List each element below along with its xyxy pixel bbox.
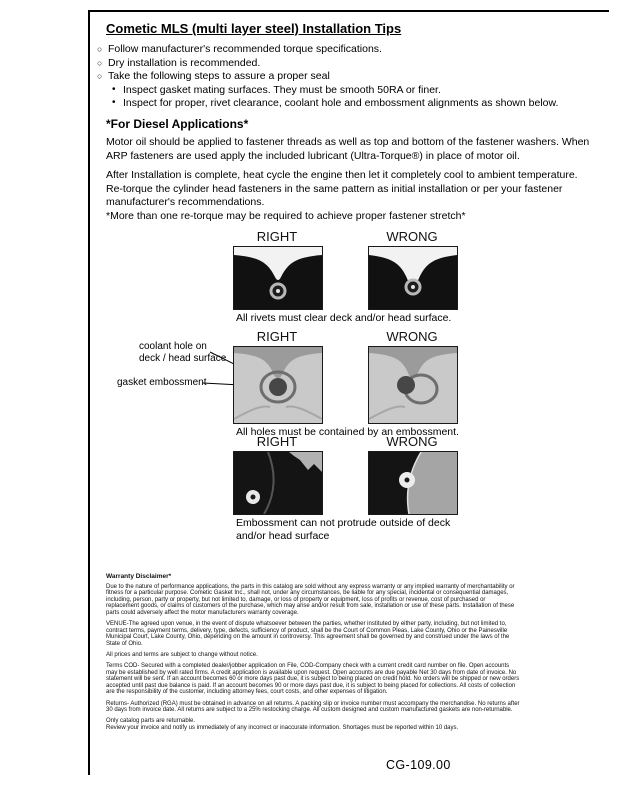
filled-bullet-icon: • (112, 97, 116, 108)
row2-caption: All holes must be contained by an embossment. (236, 426, 459, 438)
row1-caption: All rivets must clear deck and/or head surface. (236, 312, 452, 324)
right-label-row2: RIGHT (256, 329, 298, 344)
protrusion-wrong-diagram (368, 451, 458, 515)
rivet-clear-wrong-diagram (368, 246, 458, 310)
legal-paragraph: Terms COD- Secured with a completed dealer/jobber application on File, COD-Company check with a current credit card number on file. Open accounts may be established by well rated firms. A credit application is available upon request. Open accounts are due payable Net 30 days from date of invoice. No statement will be sent. If an account becomes 60 or more days past due, it is subject to being placed on credit hold. No orders will be shipped or new orders accepted until past due balance is paid. If an account becomes 90 or more days past due, it is subject to being placed for collections. All costs of collection are the responsibility of the customer, including attorney fees, court costs, and other expenses of litigation. (106, 663, 520, 696)
right-label-row1: RIGHT (256, 229, 298, 244)
page-code: CG-109.00 (386, 758, 451, 772)
tip-sub-item (112, 97, 602, 109)
tip-item (97, 70, 602, 82)
diesel-paragraph-2: After Installation is complete, heat cycle the engine then let it completely cool to ambient temperature. Re-torque the cylinder head fasteners in the same pattern as initial installation or per your fastener manufacturer's recommendations. (106, 169, 578, 208)
rivet-clear-right-image (234, 247, 322, 309)
legal-paragraph: Returns- Authorized (RGA) must be obtained in advance on all returns. A packing slip or invoice number must accompany the merchandise. No returns after 30 days from invoice date. All returns are subject to a 25% restocking charge. All custom designed and custom manufactured gaskets are non-returnable. (106, 700, 520, 714)
legal-paragraph: Due to the nature of performance applications, the parts in this catalog are sold without any express warranty or any implied warranty of merchantability or fitness for a particular purpose. Cometic Gasket Inc., shall not, under any circumstances, be liable for any special, incidental or consequential damages, including, person, party or property, but not limited to, damage, or loss of property or equipment, loss of profits or revenue, cost of purchased or replacement goods, or claims of customers of the purchase, which may arise and/or result from sale, installation or use of these parts. Installation of these parts could adversely affect the motor manufacturers warranty coverage. (106, 583, 515, 616)
tip-text: Dry installation is recommended. (108, 56, 261, 69)
embossment-contain-right-image (234, 347, 322, 423)
tip-item (97, 43, 602, 55)
protrusion-wrong-image (369, 452, 457, 514)
tip-text: Inspect for proper, rivet clearance, coolant hole and embossment alignments as shown below. (123, 97, 559, 109)
row3-caption: Embossment can not protrude outside of deck and/or head surface (236, 517, 451, 542)
legal-section (106, 574, 520, 736)
retorque-note: *More than one re-torque may be required to achieve proper fastener stretch* (106, 210, 466, 222)
embossment-contain-wrong-image (369, 347, 457, 423)
embossment-contain-right-diagram (233, 346, 323, 424)
coolant-hole-callout-line1: coolant hole on (139, 341, 207, 352)
tip-sub-item (112, 84, 602, 96)
rivet-clear-wrong-image (369, 247, 457, 309)
open-bullet-icon: ○ (97, 71, 103, 81)
installation-tips-list (97, 43, 602, 111)
page-title: Cometic MLS (multi layer steel) Installation Tips (106, 21, 402, 36)
gasket-embossment-callout: gasket embossment (117, 377, 207, 388)
rivet-clear-right-diagram (233, 246, 323, 310)
tip-item (97, 57, 602, 69)
embossment-contain-wrong-diagram (368, 346, 458, 424)
right-label-row3: RIGHT (256, 434, 298, 449)
diesel-paragraph-1: Motor oil should be applied to fastener threads as well as top and bottom of the fastener washers. When ARP fasteners are used apply the included lubricant (Ultra-Torque®) in place of motor oil. (106, 136, 590, 162)
diesel-applications-heading: *For Diesel Applications* (106, 117, 249, 131)
wrong-label-row2: WRONG (386, 329, 438, 344)
tip-text: Follow manufacturer's recommended torque specifications. (108, 43, 382, 55)
legal-paragraph: Review your invoice and notify us immediately of any incorrect or inaccurate information. Shortages must be reported within 10 days. (106, 725, 459, 732)
legal-paragraph: VENUE-The agreed upon venue, in the event of dispute whatsoever between the parties, whether instituted by either party, including, but not limited to, contract terms, payment terms, delivery, type, defects, sufficiency of product, shall be the Court of Common Pleas, Lake County, Ohio or the Painesville Municipal Court, Lake County, Ohio, depending on the amount in controversy. This agreement shall be governed by and construed under the laws of the State of Ohio. (106, 621, 510, 647)
protrusion-right-image (234, 452, 322, 514)
tip-text: Take the following steps to assure a proper seal (108, 70, 330, 82)
open-bullet-icon: ○ (97, 44, 103, 54)
coolant-hole-callout-line2: deck / head surface (139, 352, 227, 364)
page-border-top (88, 10, 609, 12)
wrong-label-row1: WRONG (386, 229, 438, 244)
warranty-disclaimer-heading: Warranty Disclaimer* (106, 573, 172, 580)
page-border-left (88, 10, 90, 775)
legal-paragraph: All prices and terms are subject to change without notice. (106, 651, 258, 658)
open-bullet-icon: ○ (97, 57, 103, 68)
tip-text: Inspect gasket mating surfaces. They must be smooth 50RA or finer. (123, 83, 441, 96)
protrusion-right-diagram (233, 451, 323, 515)
wrong-label-row3: WRONG (386, 434, 438, 449)
legal-paragraph: Only catalog parts are returnable. (106, 718, 196, 725)
filled-bullet-icon: • (112, 83, 116, 95)
